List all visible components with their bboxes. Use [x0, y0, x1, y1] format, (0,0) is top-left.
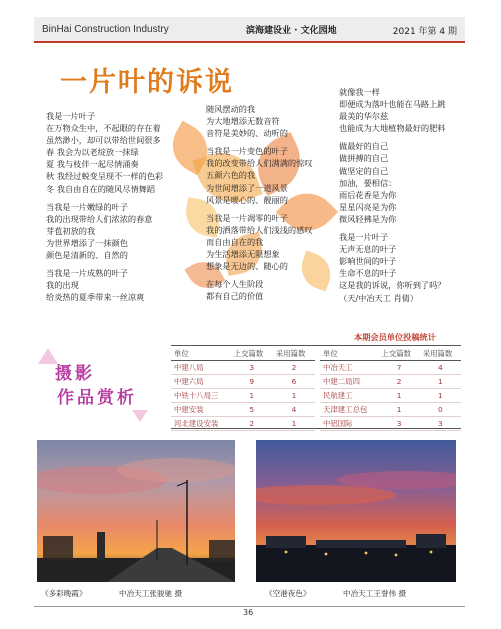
photo-label-line-2: 作品赏析 [57, 388, 137, 408]
table-cell-submitted: 1 [378, 389, 419, 403]
poem-line: 当我是一片凋零的叶子 [206, 212, 288, 223]
poem-line: 做坚定的自己 [339, 165, 389, 176]
photo-section-label [55, 362, 137, 410]
poem-line: 想象是无边的、随心的 [206, 261, 288, 272]
table-row [320, 403, 461, 417]
table-cell-unit: 中铝国际 [320, 417, 378, 431]
caption-left-author: 中冶天工张骏驰 摄 [118, 589, 183, 598]
poem-line: 当我是一片嫩绿的叶子 [46, 201, 128, 212]
poem-line: 虽然渺小，却可以带给世间很多 [46, 135, 161, 146]
poem-line: 颜色是清新的、自然的 [46, 250, 128, 261]
table-cell-accepted: 2 [273, 361, 315, 375]
table-cell-accepted: 4 [273, 403, 315, 417]
photo-caption-right [265, 588, 406, 599]
photo-colorful-sunset [37, 440, 235, 582]
table-cell-accepted: 1 [273, 389, 315, 403]
poem-column-1 [46, 110, 163, 303]
poem-line: 做拼搏的自己 [339, 153, 389, 164]
table-row [320, 361, 461, 375]
table-cell-accepted: 1 [420, 389, 461, 403]
poem-line: 冬 我自由自在的随风尽情舞蹈 [46, 183, 156, 194]
footer-rule [34, 606, 465, 607]
table-cell-submitted: 5 [231, 403, 273, 417]
poem-line: 也能成为大地植物最好的肥料 [339, 123, 446, 134]
sunset-road-image [37, 440, 235, 582]
table-cell-unit: 中冶天工 [320, 361, 378, 375]
table-row [320, 375, 461, 389]
poem-line: 我的出现 [46, 280, 79, 291]
table-cell-unit: 中建安装 [171, 403, 231, 417]
table-cell-unit: 中铁十八局三 [171, 389, 231, 403]
table-row [171, 375, 315, 389]
poem-line: 最美的华尔兹 [339, 111, 389, 122]
table-cell-accepted: 1 [420, 375, 461, 389]
poem-line: 加油，要相信： [339, 177, 397, 188]
poem-line: （天/中冶天工 肖倩） [339, 292, 419, 303]
poem-line: 为生活增添无限想象 [206, 249, 280, 260]
table-cell-accepted: 1 [273, 417, 315, 431]
table-header-unit: 单位 [171, 347, 231, 361]
poem-line: 微风轻拂是为你 [339, 213, 397, 224]
poem-line: 当我是一片成熟的叶子 [46, 268, 128, 279]
poem-line: 做最好的自己 [339, 141, 389, 152]
poem-line: 当我是一片变色的叶子 [206, 146, 288, 157]
poem-line: 雨后花香是为你 [339, 189, 397, 200]
photo-caption-left [41, 588, 182, 599]
poem-line: 星星闪亮是为你 [339, 201, 397, 212]
caption-right-author: 中冶天工王誉伟 摄 [342, 589, 407, 598]
table-row [320, 389, 461, 403]
table-cell-unit: 河北建设安装 [171, 417, 231, 431]
table-row [171, 403, 315, 417]
page-header [34, 17, 465, 43]
header-publication-name: BinHai Construction Industry [42, 24, 169, 35]
poem-line: 随风摆动的我 [206, 104, 256, 114]
poem-line: 就像我一样 [339, 87, 380, 97]
table-cell-submitted: 1 [378, 403, 419, 417]
poem-line: 我的改变带给人们满满的惊叹 [206, 158, 313, 169]
poem-line: 为大地增添无数音符 [206, 116, 280, 127]
table-cell-submitted: 2 [378, 375, 419, 389]
table-cell-accepted: 6 [273, 375, 315, 389]
table-header-unit: 单位 [320, 347, 378, 361]
label-triangle-icon [132, 410, 148, 422]
table-cell-submitted: 2 [231, 417, 273, 431]
header-issue: 2021 年第 4 期 [392, 27, 457, 37]
table-cell-accepted: 0 [420, 403, 461, 417]
poem-line: 给炎热的夏季带来一丝凉爽 [46, 292, 145, 303]
table-header-submitted: 上交篇数 [378, 347, 419, 361]
table-cell-unit: 中建二局四 [320, 375, 378, 389]
label-triangle-icon [38, 348, 58, 364]
poem-line: 我是一片叶子 [46, 111, 96, 121]
table-cell-submitted: 1 [231, 389, 273, 403]
poem-line: 在每个人生阶段 [206, 279, 264, 290]
poem-line: 这是我的诉说，你听到了吗？ [339, 280, 446, 291]
article-title: 一片叶的诉说 [60, 67, 234, 98]
poem-line: 五颜六色的我 [206, 170, 256, 181]
poem-line: 为世界增添了一抹颜色 [46, 237, 128, 248]
table-row [171, 361, 315, 375]
poem-line: 而自由自在的我 [206, 236, 264, 247]
poem-column-3 [339, 86, 445, 304]
poem-line: 春 我会为以老绽放一抹绿 [46, 147, 139, 158]
poem-line: 风景是暖心的、靓丽的 [206, 194, 288, 205]
table-cell-unit: 中建六局 [171, 375, 231, 389]
poem-line: 我是一片叶子 [339, 232, 389, 243]
poem-line: 秋 我经过蜕变呈现不一样的色彩 [46, 171, 164, 182]
poem-line: 无声无息的叶子 [339, 244, 397, 255]
table-cell-submitted: 3 [231, 361, 273, 375]
table-cell-submitted: 3 [378, 417, 419, 431]
stats-table-left [171, 347, 315, 431]
table-header-accepted: 采用篇数 [420, 347, 461, 361]
poem-line: 影响世间的叶子 [339, 256, 397, 267]
poem-column-2 [206, 103, 312, 302]
table-cell-unit: 民航建工 [320, 389, 378, 403]
table-cell-submitted: 9 [231, 375, 273, 389]
poem-line: 都有自己的价值 [206, 291, 264, 302]
poem-line: 即便成为落叶也能在马路上跳 [339, 99, 446, 110]
table-cell-accepted: 3 [420, 417, 461, 431]
poem-line: 我的出现带给人们浓浓的春意 [46, 213, 153, 224]
poem-line: 在万物众生中，不起眼的存在着 [46, 123, 161, 134]
table-header-submitted: 上交篇数 [231, 347, 273, 361]
poem-line: 我的洒落带给人们浅浅的感叹 [206, 224, 313, 235]
table-row [320, 417, 461, 431]
stats-table-right [320, 347, 461, 431]
photo-airport-night [256, 440, 456, 582]
poem-line: 音符是美妙的、动听的 [206, 128, 288, 139]
stats-title: 本期会员单位投稿统计 [354, 332, 436, 342]
page-number: 36 [243, 608, 254, 617]
table-row [171, 417, 315, 431]
airport-night-image [256, 440, 456, 582]
table-cell-accepted: 4 [420, 361, 461, 375]
caption-right-title: 《空港夜色》 [265, 589, 311, 598]
table-row [171, 389, 315, 403]
table-cell-unit: 天津建工总包 [320, 403, 378, 417]
poem-line: 芽苞初放的我 [46, 225, 96, 236]
table-cell-unit: 中建八局 [171, 361, 231, 375]
poem-line: 夏 我与枝伴一起尽情涌奏 [46, 159, 139, 170]
table-header-accepted: 采用篇数 [273, 347, 315, 361]
photo-label-line-1: 摄影 [55, 364, 95, 384]
table-cell-submitted: 7 [378, 361, 419, 375]
header-section-title: 滨海建设业 · 文化园地 [246, 26, 337, 36]
poem-line: 为世间增添了一道风景 [206, 182, 288, 193]
poem-line: 生命不息的叶子 [339, 268, 397, 279]
caption-left-title: 《多彩晚霞》 [41, 589, 87, 598]
